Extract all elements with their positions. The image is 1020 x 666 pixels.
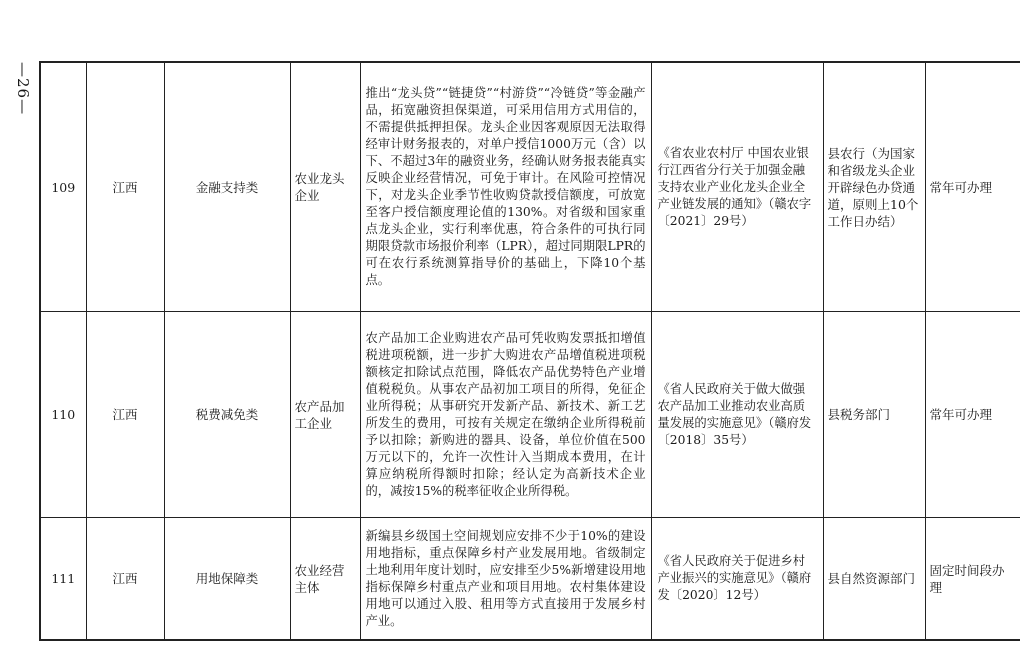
target-cell: 农产品加工企业 xyxy=(290,312,360,518)
content-cell: 农产品加工企业购进农产品可凭收购发票抵扣增值税进项税额，进一步扩大购进农产品增值税进项税额核定扣除试点范围，降低农产品优势特色产业增值税税负。从事农产品初加工项目的所得，免征企业所得税；从事研究开发新产品、新技术、新工艺所发生的费用，可按有关规定在缴纳企业所得税前予以扣除；新购进的器具、设备，单位价值在500万元以下的，允许一次性计入当期成本费用，在计算应纳税所得额时扣除；经认定为高新技术企业的，减按15%的税率征收企业所得税。 xyxy=(360,312,651,518)
category-cell: 用地保障类 xyxy=(164,518,290,641)
row-number: 111 xyxy=(40,518,86,641)
target-cell: 农业龙头企业 xyxy=(290,62,360,312)
department-cell: 县税务部门 xyxy=(823,312,925,518)
table-row xyxy=(40,312,1020,518)
department-cell: 县自然资源部门 xyxy=(823,518,925,641)
target-cell: 农业经营主体 xyxy=(290,518,360,641)
category-cell: 金融支持类 xyxy=(164,62,290,312)
department-cell: 县农行（为国家和省级龙头企业开辟绿色办贷通道，原则上10个工作日办结） xyxy=(823,62,925,312)
content-cell: 推出“龙头贷”“链捷贷”“村游贷”“冷链贷”等金融产品，拓宽融资担保渠道，可采用信用方式用信的，不需提供抵押担保。龙头企业因客观原因无法取得经审计财务报表的，对单户授信1000万元（含）以下、不超过3年的融资业务，经确认财务报表能真实反映企业经营情况，可免于审计。在风险可控情况下，对龙头企业季节性收购贷款授信额度，可放宽至客户授信额度理论值的130%。对省级和国家重点龙头企业，实行利率优惠，符合条件的可执行同期限贷款市场报价利率（LPR），超过同期限LPR的可在农行系统测算指导价的基础上，下降10个基点。 xyxy=(360,62,651,312)
table-row xyxy=(40,62,1020,312)
policy-table xyxy=(39,61,1020,641)
row-number: 109 xyxy=(40,62,86,312)
province-cell: 江西 xyxy=(86,312,164,518)
period-cell: 常年可办理 xyxy=(925,62,1020,312)
table-row xyxy=(40,518,1020,641)
page-number: —26— xyxy=(14,62,32,116)
row-number: 110 xyxy=(40,312,86,518)
content-cell: 新编县乡级国土空间规划应安排不少于10%的建设用地指标，重点保障乡村产业发展用地。省级制定土地利用年度计划时，应安排至少5%新增建设用地指标保障乡村重点产业和项目用地。农村集体建设用地可以通过入股、租用等方式直接用于发展乡村产业。 xyxy=(360,518,651,641)
province-cell: 江西 xyxy=(86,518,164,641)
policy-cell: 《省人民政府关于做大做强农产品加工业推动农业高质量发展的实施意见》（赣府发〔2018〕35号） xyxy=(651,312,823,518)
period-cell: 常年可办理 xyxy=(925,312,1020,518)
category-cell: 税费减免类 xyxy=(164,312,290,518)
period-cell: 固定时间段办理 xyxy=(925,518,1020,641)
province-cell: 江西 xyxy=(86,62,164,312)
policy-cell: 《省农业农村厅 中国农业银行江西省分行关于加强金融支持农业产业化龙头企业全产业链发展的通知》（赣农字〔2021〕29号） xyxy=(651,62,823,312)
policy-cell: 《省人民政府关于促进乡村产业振兴的实施意见》（赣府发〔2020〕12号） xyxy=(651,518,823,641)
